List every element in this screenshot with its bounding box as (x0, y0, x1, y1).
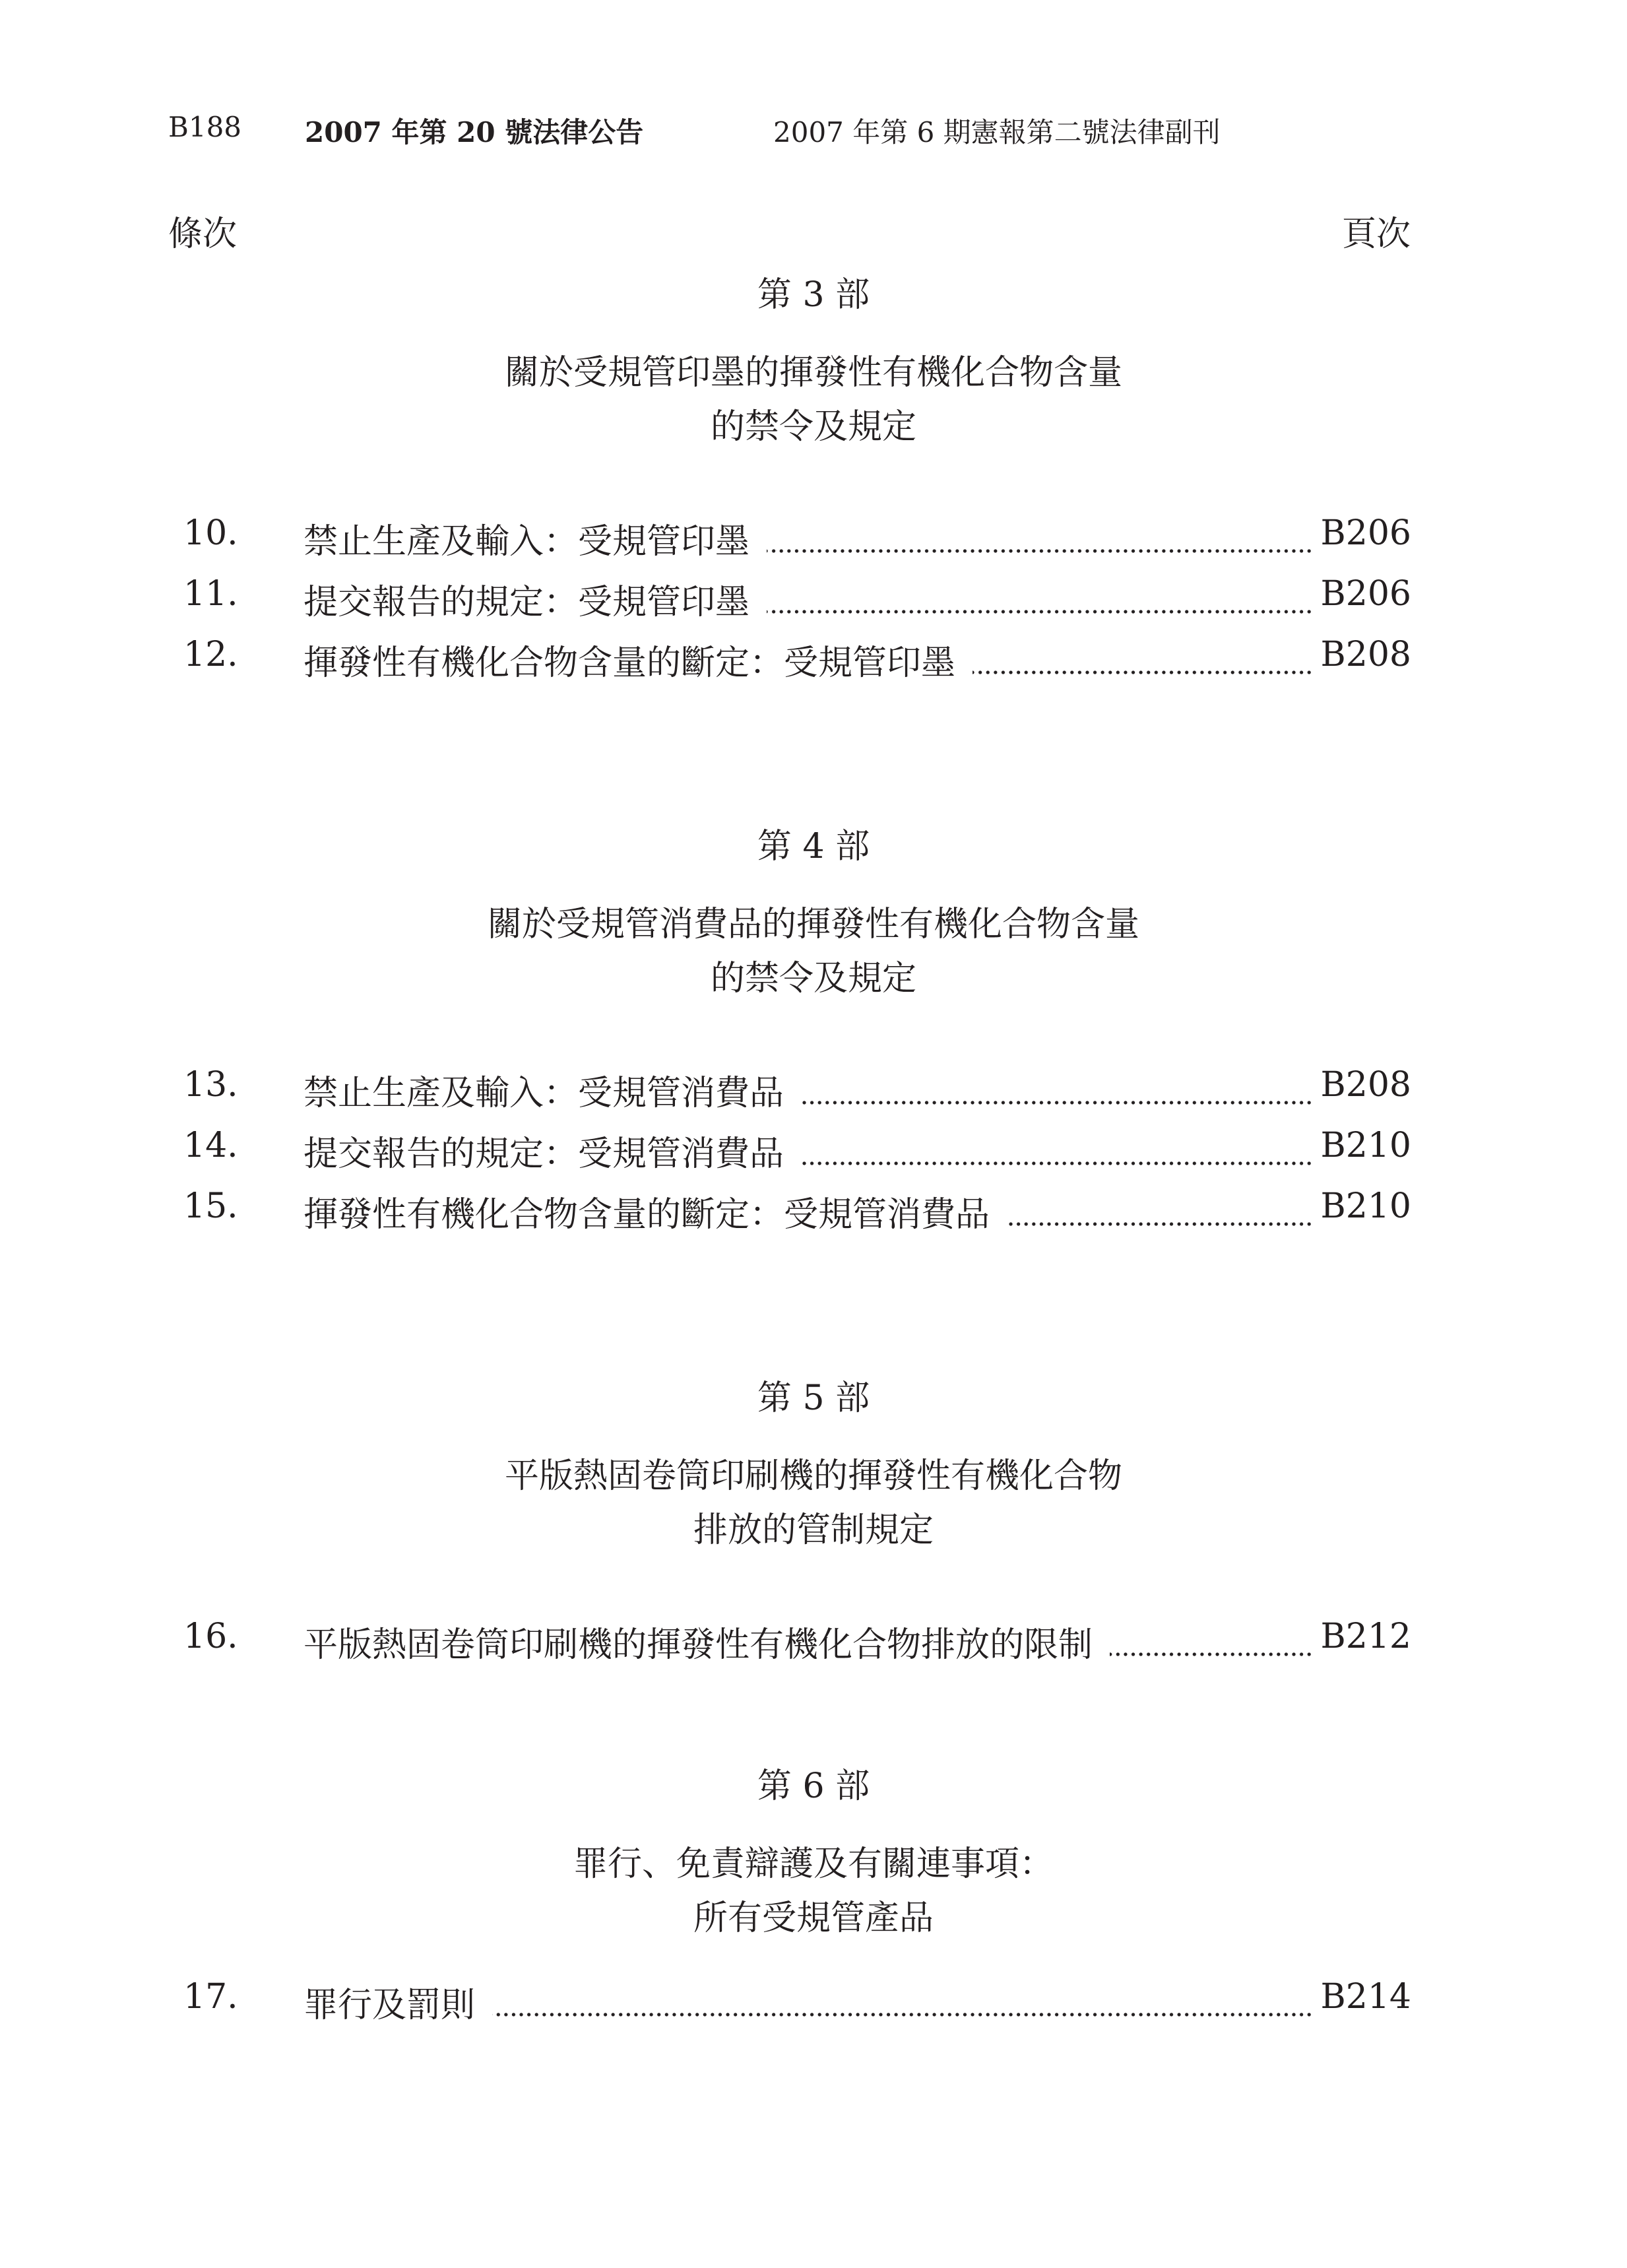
toc-entry[interactable] (0, 1126, 1627, 1172)
page-column-heading: 頁次 (1341, 214, 1411, 254)
page-reference: B208 (1320, 635, 1411, 674)
section-title: 揮發性有機化合物含量的斷定：受規管消費品 (303, 1195, 990, 1235)
entry-leader (303, 1617, 1313, 1666)
section-number: 14. (183, 1126, 238, 1165)
entry-leader (303, 1126, 1313, 1175)
section-number: 12. (183, 635, 238, 674)
section-number: 13. (183, 1065, 238, 1105)
dot-leader (1110, 1652, 1313, 1657)
toc-entry[interactable] (0, 1617, 1627, 1663)
entry-leader (303, 635, 1313, 684)
section-title: 禁止生產及輸入：受規管印墨 (303, 522, 750, 562)
entry-leader (303, 1065, 1313, 1115)
toc-entry[interactable] (0, 574, 1627, 620)
section-title: 禁止生產及輸入：受規管消費品 (303, 1074, 784, 1113)
entry-leader (303, 574, 1313, 624)
page-number: B188 (168, 111, 242, 143)
toc-entry[interactable] (0, 513, 1627, 560)
part-title-line: 的禁令及規定 (710, 959, 916, 998)
dot-leader (767, 548, 1313, 554)
page-reference: B212 (1320, 1617, 1411, 1656)
toc-entry[interactable] (0, 1977, 1627, 2023)
section-title: 提交報告的規定：受規管消費品 (303, 1134, 784, 1174)
part-heading: 第 5 部 (757, 1378, 870, 1418)
page-reference: B210 (1320, 1186, 1411, 1226)
toc-entry[interactable] (0, 1186, 1627, 1233)
section-column-heading: 條次 (168, 214, 238, 254)
section-number: 17. (183, 1977, 238, 2017)
page-reference: B206 (1320, 574, 1411, 614)
section-number: 15. (183, 1186, 238, 1226)
dot-leader (801, 1161, 1313, 1166)
section-number: 11. (183, 574, 238, 614)
section-title: 提交報告的規定：受規管印墨 (303, 583, 750, 622)
part-title-line: 所有受規管產品 (693, 1898, 934, 1938)
gazette-supplement: 2007 年第 6 期憲報第二號法律副刊 (773, 116, 1221, 148)
part-title-line: 平版熱固卷筒印刷機的揮發性有機化合物 (504, 1456, 1122, 1496)
part-title (0, 346, 1627, 454)
part-title-line: 關於受規管消費品的揮發性有機化合物含量 (487, 905, 1139, 944)
part-title (0, 897, 1627, 1006)
part-heading: 第 6 部 (757, 1766, 870, 1806)
part-title-line: 關於受規管印墨的揮發性有機化合物含量 (504, 353, 1122, 393)
page-reference: B208 (1320, 1065, 1411, 1105)
dot-leader (492, 2012, 1313, 2017)
page-reference: B214 (1320, 1977, 1411, 2017)
dot-leader (767, 609, 1313, 614)
page-reference: B206 (1320, 513, 1411, 553)
legal-notice-number: 2007 年第 20 號法律公告 (305, 116, 644, 148)
part-title (0, 1449, 1627, 1557)
entry-leader (303, 1186, 1313, 1236)
dot-leader (801, 1100, 1313, 1105)
part-title (0, 1837, 1627, 1945)
section-title: 罪行及罰則 (303, 1986, 476, 2025)
entry-leader (303, 1977, 1313, 2026)
part-title-line: 排放的管制規定 (693, 1510, 934, 1550)
part-title-line: 罪行、免責辯護及有關連事項： (573, 1844, 1054, 1884)
section-title: 平版熱固卷筒印刷機的揮發性有機化合物排放的限制 (303, 1625, 1093, 1665)
part-title-line: 的禁令及規定 (710, 407, 916, 447)
section-number: 10. (183, 513, 238, 553)
toc-entry[interactable] (0, 635, 1627, 681)
page-reference: B210 (1320, 1126, 1411, 1165)
entry-leader (303, 513, 1313, 563)
part-heading: 第 4 部 (757, 827, 870, 866)
part-heading: 第 3 部 (757, 275, 870, 315)
dot-leader (1007, 1221, 1313, 1227)
toc-entry[interactable] (0, 1065, 1627, 1111)
dot-leader (973, 670, 1313, 675)
section-title: 揮發性有機化合物含量的斷定：受規管印墨 (303, 643, 956, 683)
section-number: 16. (183, 1617, 238, 1656)
